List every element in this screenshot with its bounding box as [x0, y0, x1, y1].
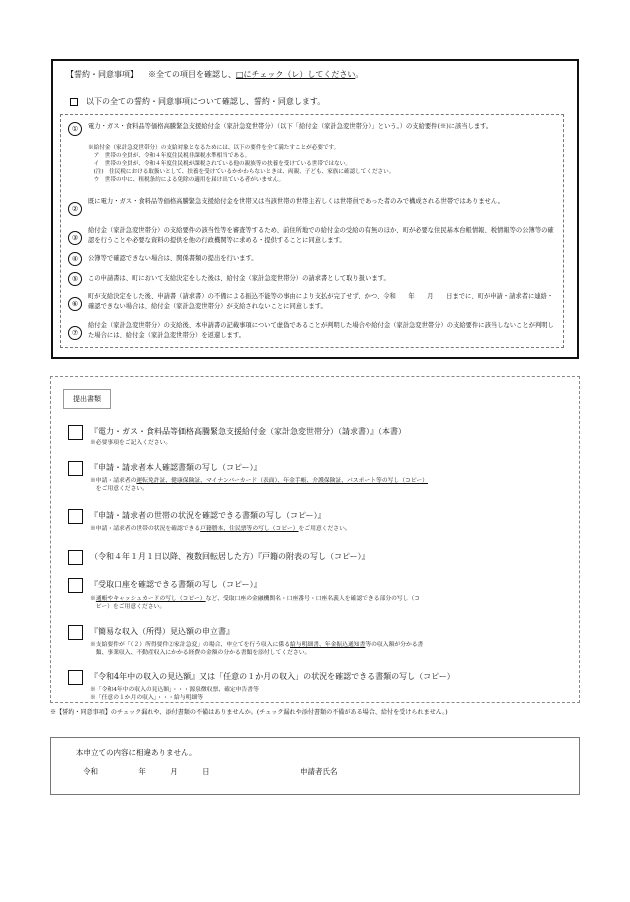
- document-note: 類、事業収入、不動産収入にかかる経費の金額の分かる書類を添付してください。: [90, 650, 311, 656]
- item-number: ①: [68, 122, 82, 136]
- document-checkbox[interactable]: [68, 425, 83, 440]
- check-warning: ※【誓約・同意事項】のチェック漏れや、添付書類の不備はありませんか。(チェック漏れや添付書類の不備がある場合、給付を受けられません。): [50, 709, 448, 716]
- document-note: ※申請・請求者の運転免許証、健康保険証、マイナンバーカード（表面）、年金手帳、介護保険証、パスポート等の写し（コピー）: [90, 478, 428, 484]
- document-title: 『令和4年中の収入の見込額』又は「任意の１か月の収入」の状況を確認できる書類の写し（コピー）: [90, 672, 455, 681]
- month-label: 月: [170, 767, 178, 776]
- document-checkbox[interactable]: [68, 509, 83, 524]
- item-text: 既に電力・ガス・食料品等価格高騰緊急支援給付金を世帯又は当該世帯の世帯主若しくは世帯員であった者のみで構成される世帯ではありません。: [88, 198, 504, 205]
- note-underlined: 戸籍謄本、住民票等の写し（コピー）: [200, 526, 299, 532]
- document-note: ※通帳やキャッシュカードの写し（コピー）など、受取口座の金融機関名・口座番号・口座名義人を確認できる部分の写し（コ: [90, 596, 421, 602]
- item-sub: ア 世帯の全員が、令和４年度住民税非課税水準相当である。: [88, 153, 251, 159]
- document-checkbox[interactable]: [68, 461, 83, 476]
- agree-all-label: 以下の全ての誓約・同意事項について確認し、誓約・同意します。: [86, 97, 326, 106]
- item-number: ⑤: [68, 272, 82, 286]
- item-text: 給付金（家計急変世帯分）の支給後、本申請書の記載事項について虚偽であることが判明した場合や給付金（家計急変世帯分）の支給要件に該当しないことが判明した場合には、給付金（家計急変世帯分）を返還します。: [88, 322, 554, 339]
- pledge-header: [66, 69, 363, 80]
- document-note: ※申請・請求者の世帯の状況を確認できる戸籍謄本、住民票等の写し（コピー）をご用意ください。: [90, 526, 351, 532]
- document-note: ※「令和4年中の収入の見込額」・・・源泉徴収票、確定申告書等: [90, 687, 259, 693]
- declaration-text: 本申立ての内容に相違ありません。: [76, 748, 197, 757]
- item-sub: (注) 住民税における取扱いとして、扶養を受けているかかわらないときは、両親、子ども、家族に確認してください。: [88, 169, 395, 175]
- item-text: 給付金（家計急変世帯分）の支給要件の該当性等を審査等するため、前住所地での給付金の受給の有無のほか、町が必要な住民基本台帳情報、税情報等の公簿等の確認を行うことや必要な資料の提供を他の行政機関等に求める・提供することに同意します。: [88, 227, 554, 244]
- document-note: ピー）をご用意ください。: [90, 604, 166, 610]
- item-text: 町が支給決定をした後、申請書（請求書）の不備による振込不能等の事由により支払が完了せず、かつ、令和 年 月 日までに、町が申請・請求者に連絡・確認できない場合は、給付金（家計急変世帯分）が支給されないことに同意します。: [88, 293, 554, 310]
- header-note-post: 。: [355, 70, 364, 79]
- item-text: この申請書は、町において支給決定をした後は、給付金（家計急変世帯分）の請求書として取り扱います。: [88, 275, 390, 282]
- note-underlined: 給与明細書、年金振込通知書: [290, 642, 366, 648]
- document-note: ※必要事項をご記入ください。: [90, 440, 172, 446]
- document-title: 『申請・請求者の世帯の状況を確認できる書類の写し（コピー）』: [90, 511, 326, 520]
- document-title: 『電力・ガス・食料品等価格高騰緊急支援給付金（家計急変世帯分）（請求書）』（本書）: [90, 427, 406, 436]
- document-title: 『申請・請求者本人確認書類の写し（コピー）』: [90, 463, 262, 472]
- item-text: 公簿等で確認できない場合は、関係書類の提出を行います。: [88, 255, 258, 262]
- agree-all-row: [70, 96, 325, 107]
- document-note: をご用意ください。: [90, 486, 148, 492]
- document-title: 『受取口座を確認できる書類の写し（コピー）』: [90, 580, 262, 589]
- item-number: ⑦: [68, 326, 82, 340]
- pledge-header-label: 【誓約・同意事項】: [66, 70, 138, 79]
- document-note: ※支給要件が「（２）所得要件②家計急変」の場合、申立てを行う収入に係る給与明細書、年金振込通知書等の収入額が分かる書: [90, 642, 424, 648]
- item-number: ④: [68, 252, 82, 266]
- item-text: 電力・ガス・食料品等価格高騰緊急支援給付金（家計急変世帯分）（以下「給付金（家計急変世帯分）」という。）の支給要件(※)に該当します。: [88, 123, 493, 130]
- date-line: [83, 766, 210, 777]
- note-underlined: 運転免許証、健康保険証、マイナンバーカード（表面）、年金手帳、介護保険証、パスポート等の写し（コピー）: [136, 478, 428, 484]
- header-note-pre: ※全ての項目を確認し、: [148, 70, 236, 79]
- document-checkbox[interactable]: [68, 578, 83, 593]
- note-underlined: 通帳やキャッシュカードの写し（コピー）: [95, 596, 206, 602]
- day-label: 日: [202, 767, 210, 776]
- year-label: 年: [138, 767, 146, 776]
- item-number: ③: [68, 231, 82, 245]
- agree-all-checkbox[interactable]: [70, 98, 78, 106]
- item-number: ②: [68, 202, 82, 216]
- documents-title: 提出書類: [63, 389, 111, 409]
- item-number: ⑥: [68, 297, 82, 311]
- applicant-name-label: 申請者氏名: [300, 767, 338, 776]
- document-note: ※「任意の１か月の収入」・・・給与明細等: [90, 695, 204, 701]
- document-checkbox[interactable]: [68, 670, 83, 685]
- document-checkbox[interactable]: [68, 625, 83, 640]
- document-title: （令和４年１月１日以降、複数回転居した方）『戸籍の附表の写し（コピー）』: [90, 552, 370, 561]
- item-sub: ウ 世帯の中に、租税条約による免除の適用を届け出ている者がいません。: [88, 177, 285, 183]
- era-label: 令和: [83, 767, 98, 776]
- document-title: 『簡易な収入（所得）見込額の申立書』: [90, 627, 234, 636]
- item-sub: ※給付金（家計急変世帯分）の支給対象となるためには、以下の要件を全て満たすことが必要です。: [88, 145, 340, 151]
- header-note-box: □にチェック（レ）してください: [236, 70, 356, 79]
- pledge-header-note: [148, 70, 363, 79]
- document-checkbox[interactable]: [68, 550, 83, 565]
- item-sub: イ 世帯の全員が、令和４年度住民税が課税されている他の親族等の扶養を受けている世帯ではない。: [88, 161, 351, 167]
